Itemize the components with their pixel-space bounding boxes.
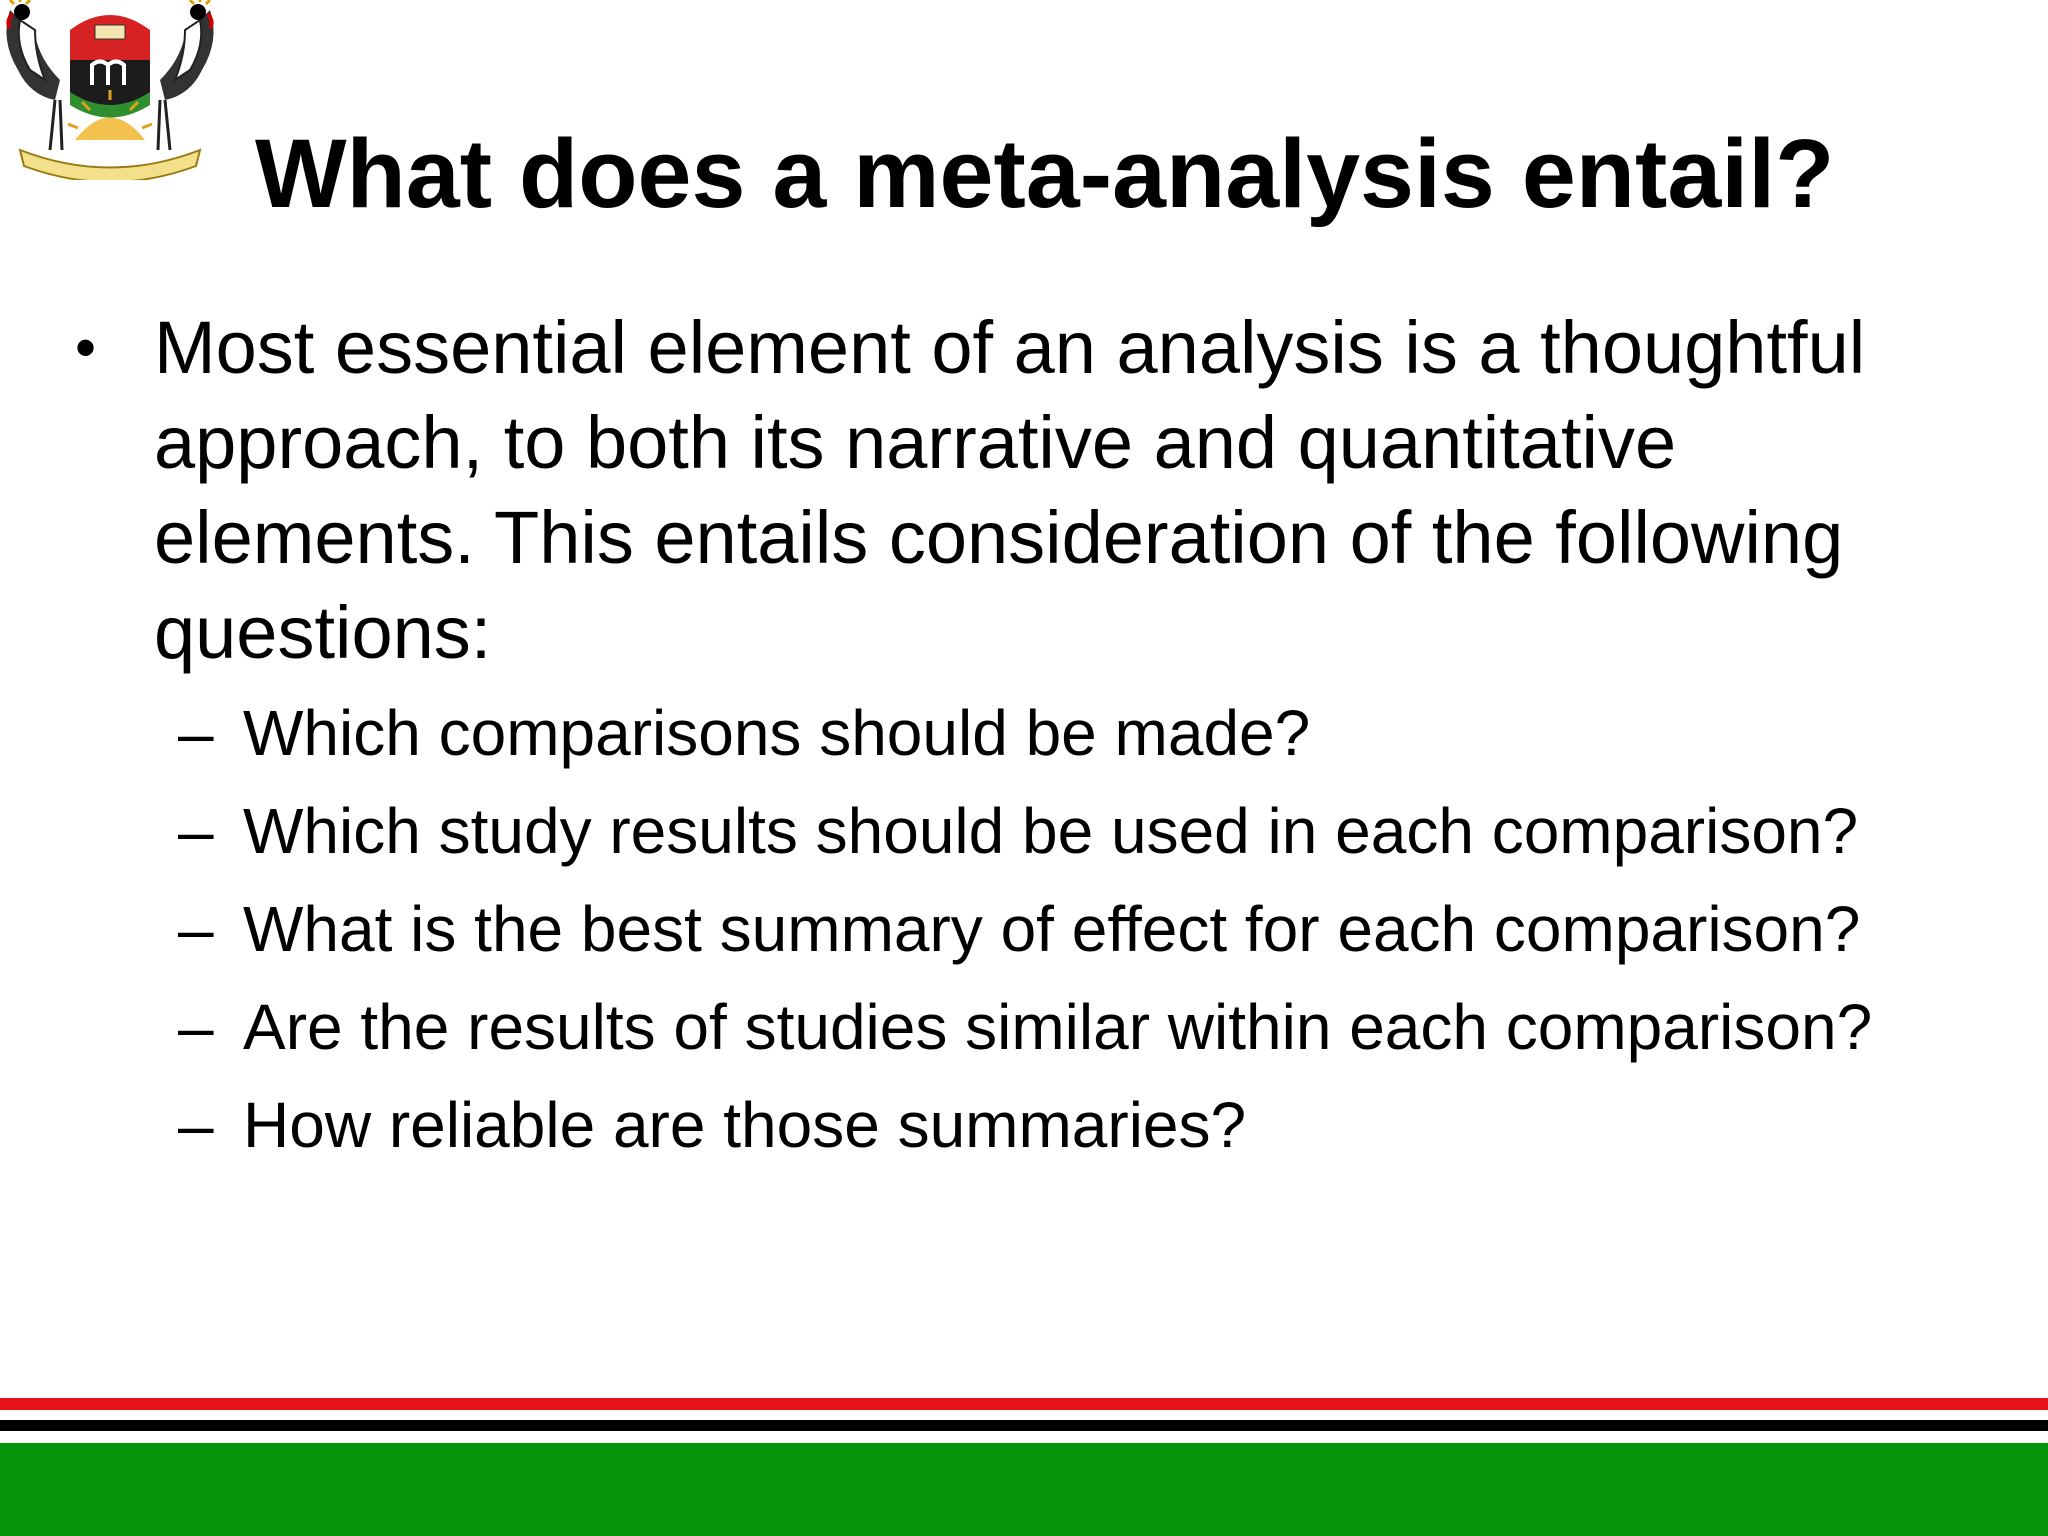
stripe-black	[0, 1420, 2048, 1431]
stripe-red	[0, 1398, 2048, 1410]
crane-left	[6, 0, 62, 150]
sub-bullet-list	[75, 692, 2015, 1166]
list-item	[0, 790, 2015, 872]
dash-bullet-icon: –	[178, 697, 214, 769]
dash-bullet-icon: –	[178, 795, 214, 867]
dash-bullet-icon: –	[178, 991, 214, 1063]
sub-bullet-text: How reliable are those summaries?	[243, 1089, 1247, 1161]
stripe-gap	[0, 1431, 2048, 1443]
slide-content	[75, 300, 2015, 1182]
footer-stripes	[0, 1398, 2048, 1536]
sub-bullet-text: Which comparisons should be made?	[243, 697, 1311, 769]
dash-bullet-icon: –	[178, 893, 214, 965]
sub-bullet-text: What is the best summary of effect for each comparison?	[243, 893, 1861, 965]
list-item	[0, 986, 2015, 1068]
list-item	[0, 692, 2015, 774]
crane-right	[158, 0, 214, 150]
bullet-dot-icon: •	[75, 314, 97, 381]
motto-ribbon	[20, 150, 200, 180]
list-item	[0, 888, 2015, 970]
list-item	[0, 1084, 2015, 1166]
stripe-gap	[0, 1410, 2048, 1420]
university-crest-icon	[0, 0, 220, 180]
sub-bullet-text: Which study results should be used in each comparison?	[243, 795, 1859, 867]
main-bullet-text: Most essential element of an analysis is a thoughtful approach, to both its narrative and quantitative elements. This entails consideration of the following questions:	[154, 306, 1866, 674]
sub-bullet-text: Are the results of studies similar within each comparison?	[243, 991, 1873, 1063]
stripe-green	[0, 1443, 2048, 1536]
slide-title: What does a meta-analysis entail?	[255, 119, 1835, 228]
main-bullet	[75, 300, 2015, 680]
dash-bullet-icon: –	[178, 1089, 214, 1161]
